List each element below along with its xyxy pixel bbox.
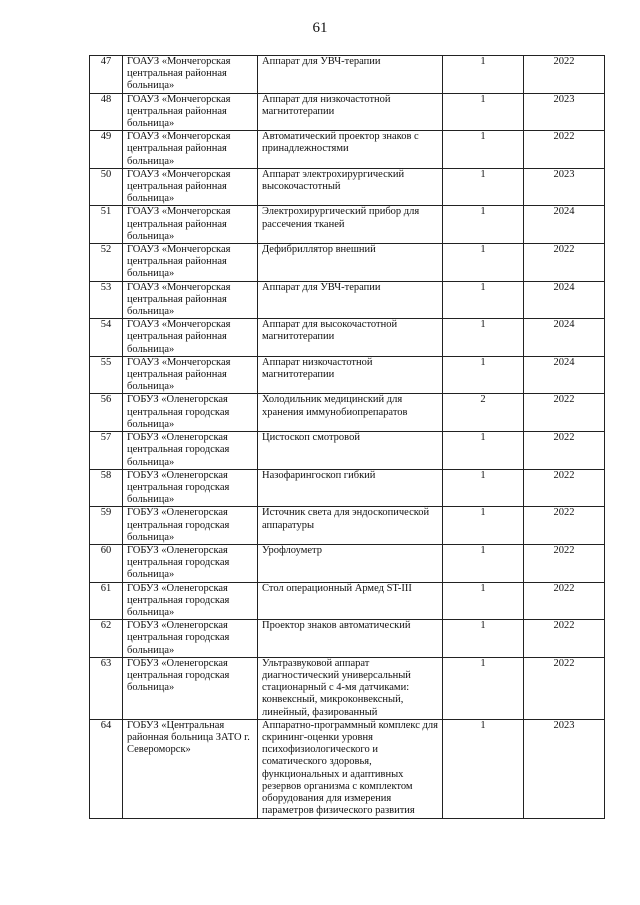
year-cell: 2022 bbox=[524, 582, 605, 620]
equipment-cell: Аппаратно-программный комплекс для скрининг-оценки уровня психофизиологического и соматического здоровья, функциональных и адаптивных резервов организма с комплектом оборудования для измерения параметров физического развития bbox=[258, 719, 443, 818]
organization-cell: ГОБУЗ «Оленегорская центральная городская больница» bbox=[123, 394, 258, 432]
equipment-cell: Проектор знаков автоматический bbox=[258, 620, 443, 658]
year-cell: 2023 bbox=[524, 168, 605, 206]
table-row bbox=[90, 206, 605, 244]
quantity-cell: 1 bbox=[443, 281, 524, 319]
table-row bbox=[90, 469, 605, 507]
quantity-cell: 1 bbox=[443, 657, 524, 719]
equipment-cell: Урофлоуметр bbox=[258, 544, 443, 582]
equipment-cell: Аппарат электрохирургический высокочастотный bbox=[258, 168, 443, 206]
organization-cell: ГОБУЗ «Оленегорская центральная городская больница» bbox=[123, 544, 258, 582]
year-cell: 2022 bbox=[524, 657, 605, 719]
year-cell: 2022 bbox=[524, 620, 605, 658]
organization-cell: ГОБУЗ «Оленегорская центральная городская больница» bbox=[123, 582, 258, 620]
row-number: 57 bbox=[90, 432, 123, 470]
organization-cell: ГОАУЗ «Мончегорская центральная районная больница» bbox=[123, 206, 258, 244]
quantity-cell: 1 bbox=[443, 206, 524, 244]
year-cell: 2022 bbox=[524, 244, 605, 282]
row-number: 51 bbox=[90, 206, 123, 244]
row-number: 53 bbox=[90, 281, 123, 319]
quantity-cell: 1 bbox=[443, 719, 524, 818]
table-row bbox=[90, 168, 605, 206]
table-row bbox=[90, 244, 605, 282]
equipment-cell: Дефибриллятор внешний bbox=[258, 244, 443, 282]
organization-cell: ГОАУЗ «Мончегорская центральная районная больница» bbox=[123, 244, 258, 282]
equipment-cell: Автоматический проектор знаков с принадлежностями bbox=[258, 131, 443, 169]
table-row bbox=[90, 582, 605, 620]
year-cell: 2022 bbox=[524, 544, 605, 582]
row-number: 64 bbox=[90, 719, 123, 818]
row-number: 50 bbox=[90, 168, 123, 206]
row-number: 63 bbox=[90, 657, 123, 719]
equipment-table bbox=[89, 55, 605, 819]
year-cell: 2024 bbox=[524, 319, 605, 357]
row-number: 60 bbox=[90, 544, 123, 582]
table-row bbox=[90, 507, 605, 545]
equipment-cell: Цистоскоп смотровой bbox=[258, 432, 443, 470]
table-row bbox=[90, 319, 605, 357]
table-row bbox=[90, 432, 605, 470]
table-row bbox=[90, 131, 605, 169]
year-cell: 2022 bbox=[524, 394, 605, 432]
equipment-cell: Назофарингоскоп гибкий bbox=[258, 469, 443, 507]
quantity-cell: 1 bbox=[443, 432, 524, 470]
year-cell: 2022 bbox=[524, 507, 605, 545]
organization-cell: ГОАУЗ «Мончегорская центральная районная больница» bbox=[123, 168, 258, 206]
row-number: 54 bbox=[90, 319, 123, 357]
table-row bbox=[90, 719, 605, 818]
row-number: 59 bbox=[90, 507, 123, 545]
year-cell: 2024 bbox=[524, 356, 605, 394]
organization-cell: ГОАУЗ «Мончегорская центральная районная больница» bbox=[123, 356, 258, 394]
row-number: 49 bbox=[90, 131, 123, 169]
table-row bbox=[90, 356, 605, 394]
year-cell: 2022 bbox=[524, 432, 605, 470]
quantity-cell: 1 bbox=[443, 469, 524, 507]
equipment-cell: Аппарат для УВЧ-терапии bbox=[258, 56, 443, 94]
equipment-cell: Холодильник медицинский для хранения иммунобиопрепаратов bbox=[258, 394, 443, 432]
equipment-cell: Аппарат для высокочастотной магнитотерапии bbox=[258, 319, 443, 357]
table-row bbox=[90, 56, 605, 94]
row-number: 52 bbox=[90, 244, 123, 282]
quantity-cell: 1 bbox=[443, 168, 524, 206]
quantity-cell: 1 bbox=[443, 544, 524, 582]
organization-cell: ГОБУЗ «Оленегорская центральная городская больница» bbox=[123, 469, 258, 507]
row-number: 56 bbox=[90, 394, 123, 432]
table-row bbox=[90, 544, 605, 582]
quantity-cell: 1 bbox=[443, 507, 524, 545]
quantity-cell: 1 bbox=[443, 244, 524, 282]
row-number: 61 bbox=[90, 582, 123, 620]
organization-cell: ГОАУЗ «Мончегорская центральная районная больница» bbox=[123, 319, 258, 357]
equipment-cell: Стол операционный Армед ST-III bbox=[258, 582, 443, 620]
equipment-cell: Аппарат для УВЧ-терапии bbox=[258, 281, 443, 319]
organization-cell: ГОАУЗ «Мончегорская центральная районная больница» bbox=[123, 56, 258, 94]
row-number: 62 bbox=[90, 620, 123, 658]
organization-cell: ГОБУЗ «Оленегорская центральная городская больница» bbox=[123, 507, 258, 545]
organization-cell: ГОАУЗ «Мончегорская центральная районная больница» bbox=[123, 131, 258, 169]
equipment-cell: Электрохирургический прибор для рассечения тканей bbox=[258, 206, 443, 244]
equipment-cell: Аппарат низкочастотной магнитотерапии bbox=[258, 356, 443, 394]
organization-cell: ГОБУЗ «Оленегорская центральная городская больница» bbox=[123, 657, 258, 719]
year-cell: 2024 bbox=[524, 281, 605, 319]
year-cell: 2023 bbox=[524, 719, 605, 818]
quantity-cell: 1 bbox=[443, 620, 524, 658]
quantity-cell: 1 bbox=[443, 319, 524, 357]
table-row bbox=[90, 394, 605, 432]
quantity-cell: 1 bbox=[443, 356, 524, 394]
quantity-cell: 1 bbox=[443, 131, 524, 169]
quantity-cell: 1 bbox=[443, 582, 524, 620]
table-row bbox=[90, 657, 605, 719]
row-number: 48 bbox=[90, 93, 123, 131]
row-number: 55 bbox=[90, 356, 123, 394]
year-cell: 2023 bbox=[524, 93, 605, 131]
page-number: 61 bbox=[312, 20, 328, 36]
organization-cell: ГОБУЗ «Оленегорская центральная городская больница» bbox=[123, 432, 258, 470]
equipment-cell: Аппарат для низкочастотной магнитотерапии bbox=[258, 93, 443, 131]
quantity-cell: 1 bbox=[443, 56, 524, 94]
table-row bbox=[90, 281, 605, 319]
organization-cell: ГОБУЗ «Оленегорская центральная городская больница» bbox=[123, 620, 258, 658]
row-number: 58 bbox=[90, 469, 123, 507]
year-cell: 2022 bbox=[524, 56, 605, 94]
year-cell: 2024 bbox=[524, 206, 605, 244]
organization-cell: ГОБУЗ «Центральная районная больница ЗАТО г. Североморск» bbox=[123, 719, 258, 818]
organization-cell: ГОАУЗ «Мончегорская центральная районная больница» bbox=[123, 93, 258, 131]
organization-cell: ГОАУЗ «Мончегорская центральная районная больница» bbox=[123, 281, 258, 319]
year-cell: 2022 bbox=[524, 469, 605, 507]
quantity-cell: 1 bbox=[443, 93, 524, 131]
table-row bbox=[90, 93, 605, 131]
equipment-cell: Ультразвуковой аппарат диагностический универсальный стационарный с 4-мя датчиками: конвексный, микроконвексный, линейный, фазированный bbox=[258, 657, 443, 719]
year-cell: 2022 bbox=[524, 131, 605, 169]
equipment-cell: Источник света для эндоскопической аппаратуры bbox=[258, 507, 443, 545]
row-number: 47 bbox=[90, 56, 123, 94]
quantity-cell: 2 bbox=[443, 394, 524, 432]
table-row bbox=[90, 620, 605, 658]
